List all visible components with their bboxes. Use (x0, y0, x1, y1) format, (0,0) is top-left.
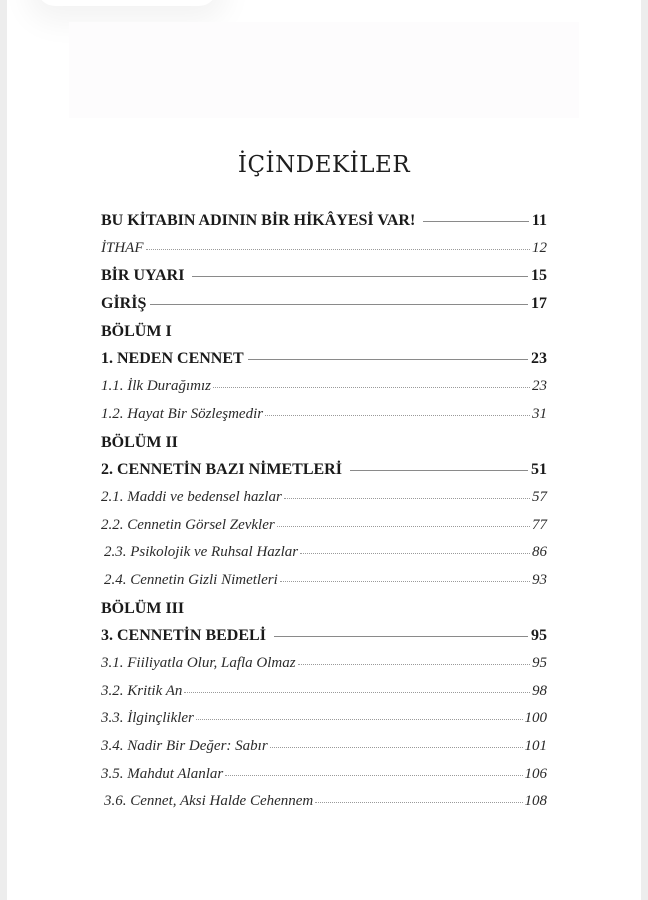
toc-leader-line (192, 276, 528, 277)
toc-entry-label: GİRİŞ (101, 295, 147, 313)
toc-section-heading (101, 600, 547, 628)
page-edge-left (0, 0, 7, 900)
toc-entry-label: 2.2. Cennetin Görsel Zevkler (101, 516, 275, 533)
toc-entry (101, 212, 547, 240)
toc-entry (101, 267, 547, 295)
toc-page-number: 12 (532, 239, 547, 256)
toc-page-number: 15 (531, 267, 547, 285)
toc-entry-label: 3.3. İlginçlikler (101, 710, 194, 727)
toc-page-number: 31 (532, 405, 547, 422)
toc-entry-label: 2.4. Cennetin Gizli Nimetleri (104, 571, 278, 588)
toc-page-number: 23 (531, 350, 547, 368)
toc-page-number: 57 (532, 488, 547, 505)
toc-entry (101, 240, 547, 268)
toc-entry (101, 461, 547, 489)
toc-leader-line (350, 470, 528, 471)
toc-entry-label: 1.1. İlk Durağımız (101, 378, 211, 395)
toc-leader-line (284, 498, 530, 499)
toc-entry-label: 3.6. Cennet, Aksi Halde Cehennem (104, 793, 314, 810)
toc-page-number: 93 (532, 571, 547, 588)
toc-leader-line (184, 692, 530, 693)
toc-leader-line (150, 304, 528, 305)
toc-page-number: 51 (531, 461, 547, 479)
toc-entry-label: 1.2. Hayat Bir Sözleşmedir (101, 405, 264, 422)
table-of-contents (101, 212, 547, 821)
page-edge-right (641, 0, 648, 900)
toc-leader-line (146, 249, 531, 250)
toc-leader-line (277, 526, 530, 527)
toc-entry-label: 2. CENNETİN BAZI NİMETLERİ (101, 461, 346, 479)
toc-entry (101, 766, 547, 794)
toc-entry-label: İTHAF (101, 239, 144, 256)
toc-page-number: 101 (524, 738, 547, 755)
toc-entry (101, 683, 547, 711)
toc-page-number: 23 (532, 378, 547, 395)
toc-entry-label: BÖLÜM I (101, 322, 172, 340)
toc-entry-label: 3.2. Kritik An (101, 682, 183, 699)
toc-entry (101, 406, 547, 434)
toc-entry (101, 738, 547, 766)
toc-page-number: 77 (532, 516, 547, 533)
toc-leader-line (274, 636, 528, 637)
toc-leader-line (315, 802, 522, 803)
toc-entry (101, 350, 547, 378)
toc-leader-line (196, 719, 523, 720)
toc-leader-line (300, 553, 530, 554)
toc-entry-label: BÖLÜM II (101, 433, 178, 451)
toc-entry-label: BU KİTABIN ADININ BİR HİKÂYESİ VAR! (101, 212, 420, 229)
toc-page-number: 98 (532, 682, 547, 699)
floating-toolbar-pill[interactable] (37, 0, 217, 6)
toc-entry (101, 295, 547, 323)
toc-entry-label: 3. CENNETİN BEDELİ (101, 627, 270, 645)
toc-entry (101, 793, 547, 821)
toc-leader-line (298, 664, 530, 665)
toc-entry-label: 1. NEDEN CENNET (101, 350, 244, 368)
toc-entry (101, 517, 547, 545)
toc-leader-line (248, 359, 528, 360)
page-title: İÇİNDEKİLER (237, 152, 411, 178)
toc-page-number: 17 (531, 295, 547, 313)
toc-entry (101, 378, 547, 406)
toc-leader-line (280, 581, 530, 582)
toc-entry-label: 2.1. Maddi ve bedensel hazlar (101, 488, 282, 505)
header-blank-area (69, 22, 579, 118)
toc-entry-label: 3.5. Mahdut Alanlar (101, 765, 224, 782)
toc-entry (101, 710, 547, 738)
toc-page-number: 86 (532, 544, 547, 561)
toc-leader-line (423, 221, 529, 222)
toc-leader-line (265, 415, 530, 416)
toc-entry (101, 627, 547, 655)
toc-page-number: 106 (524, 765, 547, 782)
toc-entry-label: 3.1. Fiiliyatla Olur, Lafla Olmaz (101, 655, 296, 671)
toc-leader-line (213, 387, 530, 388)
toc-leader-line (270, 747, 523, 748)
toc-page-number: 11 (531, 212, 547, 229)
toc-section-heading (101, 323, 547, 351)
toc-leader-line (225, 775, 522, 776)
toc-section-heading (101, 434, 547, 462)
toc-entry-label: BİR UYARI (101, 267, 189, 285)
toc-page-number: 108 (524, 793, 547, 810)
toc-entry-label: BÖLÜM III (101, 599, 185, 617)
toc-entry (101, 572, 547, 600)
toc-entry-label: 2.3. Psikolojik ve Ruhsal Hazlar (104, 544, 299, 561)
toc-page-number: 95 (532, 655, 547, 671)
toc-entry-label: 3.4. Nadir Bir Değer: Sabır (101, 738, 268, 755)
toc-page-number: 95 (531, 627, 547, 645)
toc-entry (101, 544, 547, 572)
toc-entry (101, 655, 547, 683)
toc-entry (101, 489, 547, 517)
toc-page-number: 100 (524, 710, 547, 727)
